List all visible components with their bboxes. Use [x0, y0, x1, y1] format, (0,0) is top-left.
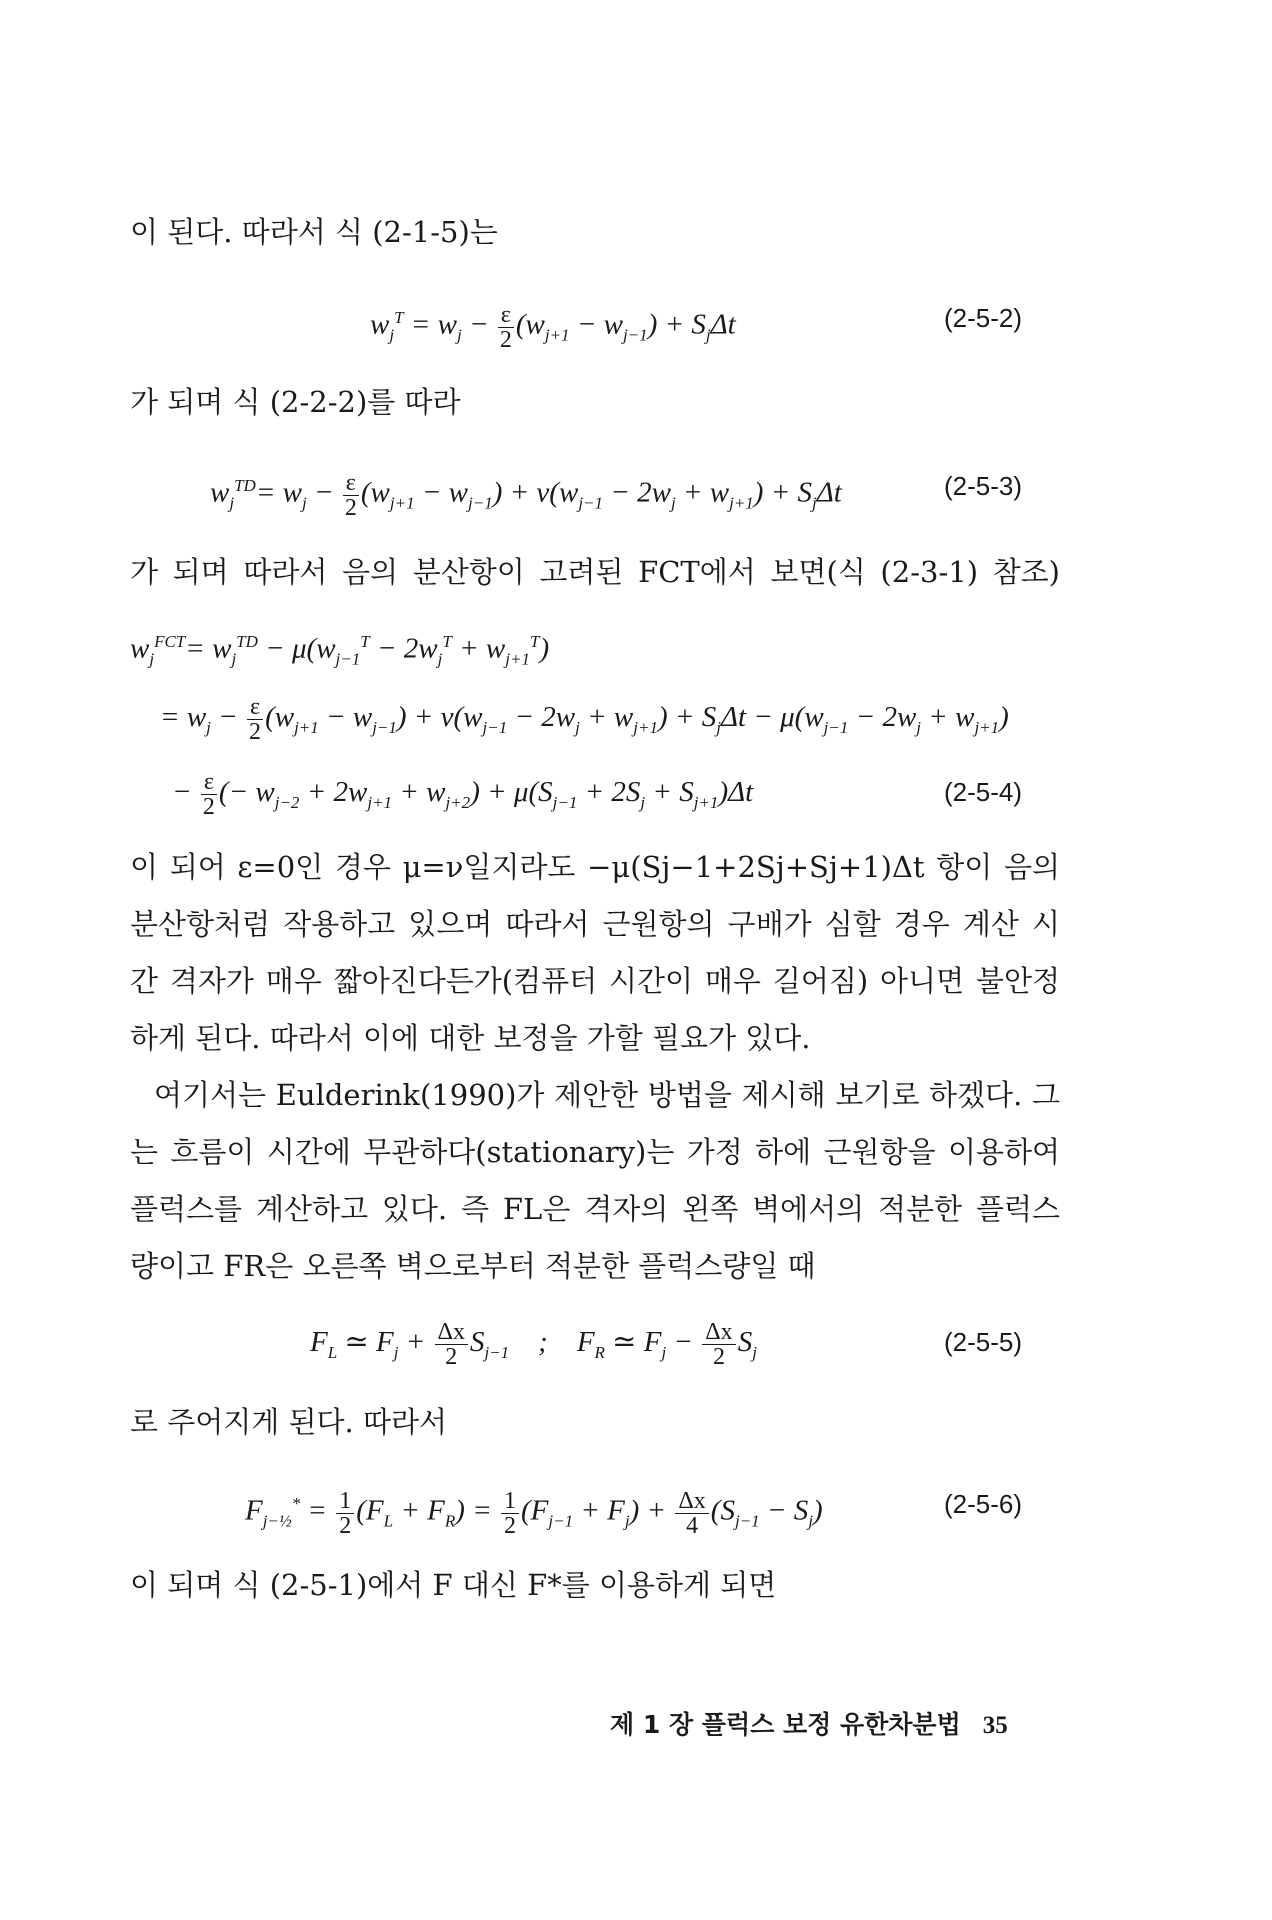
equation-2-5-4-line-3: − $\frac{\varepsilon}{2}$ (− $w_{j-2} + 2w_{j+1} + w_{j+2}) + \mu(S_{j-1} + 2S_j + S_{j+1})\Delta t$	[172, 769, 754, 820]
equation-2-5-4-line-2: = $w_j$ − $\frac{\varepsilon}{2}$ $(w_{j+1} - w_{j-1}) + \nu(w_{j-1} - 2w_j + w_{j+1}) + S_j\Delta t - \mu(w_{j-1} - 2w_j + w_{j+1})$	[160, 694, 1009, 745]
equation-number: (2-5-5)	[943, 1327, 1022, 1357]
equation-2-5-5: $F_L$ ≃ $F_j$ + $\frac{\Delta x}{2}$ $S_{j-1}$ ; $F_R$ ≃ $F_j$ − $\frac{\Delta x}{2}$ $S_j$	[310, 1319, 757, 1370]
equation-2-5-6: $F_{j-\frac{1}{2}}^*$ = $\frac{1}{2}$ $(F_L + F_R)$ = $\frac{1}{2}$ $(F_{j-1} + F_j)$ + $\frac{\Delta x}{4}$ $(S_{j-1} - S_j)$	[245, 1487, 823, 1539]
paragraph-6: 로 주어지게 된다. 따라서	[130, 1405, 448, 1439]
equation-number: (2-5-3)	[943, 471, 1022, 501]
paragraph-4-line-3: 간 격자가 매우 짧아진다든가(컴퓨터 시간이 매우 길어짐) 아니면 불안정	[130, 964, 1060, 998]
paragraph-5-line-4: 량이고 FR은 오른쪽 벽으로부터 적분한 플럭스량일 때	[130, 1249, 816, 1283]
equation-2-5-3: $w_j^{TD}= w_j$ − $\frac{\varepsilon}{2}$ $(w_{j+1} - w_{j-1}) + \nu(w_{j-1} - 2w_j + w_{j+1}) + S_j\Delta t$	[210, 469, 842, 521]
paragraph-3: 가 되며 따라서 음의 분산항이 고려된 FCT에서 보면(식 (2-3-1) 참조)	[130, 555, 1060, 589]
paragraph-4-line-2: 분산항처럼 작용하고 있으며 따라서 근원항의 구배가 심할 경우 계산 시	[130, 907, 1060, 941]
equation-number: (2-5-2)	[943, 303, 1022, 333]
paragraph-4-line-4: 하게 된다. 따라서 이에 대한 보정을 가할 필요가 있다.	[130, 1021, 811, 1055]
paragraph-5-line-2: 는 흐름이 시간에 무관하다(stationary)는 가정 하에 근원항을 이용하여	[130, 1135, 1060, 1169]
equation-number: (2-5-6)	[943, 1489, 1022, 1519]
equation-2-5-4-line-1: $w_j^{FCT}= w_j^{TD} - \mu(w_{j-1}^T - 2w_j^T + w_{j+1}^T)$	[130, 632, 550, 669]
equation-number: (2-5-4)	[943, 777, 1022, 807]
chapter-title: 제 1 장 플럭스 보정 유한차분법	[610, 1710, 961, 1739]
page-number: 35	[982, 1712, 1008, 1739]
paragraph-7: 이 되며 식 (2-5-1)에서 F 대신 F*를 이용하게 되면	[130, 1568, 777, 1602]
paragraph-2: 가 되며 식 (2-2-2)를 따라	[130, 385, 461, 419]
page-footer	[610, 1705, 1008, 1741]
paragraph-4-line-1: 이 되어 ε=0인 경우 μ=ν일지라도 −μ(Sj−1+2Sj+Sj+1)Δt 항이 음의	[130, 850, 1060, 884]
paragraph-5-line-1: 여기서는 Eulderink(1990)가 제안한 방법을 제시해 보기로 하겠다. 그	[154, 1078, 1060, 1112]
paragraph-1: 이 된다. 따라서 식 (2-1-5)는	[130, 215, 498, 249]
equation-2-5-2: $w_j^T = w_j$ − $\frac{\varepsilon}{2}$ $(w_{j+1} - w_{j-1}) + S_j\Delta t$	[370, 301, 736, 353]
paragraph-5-line-3: 플럭스를 계산하고 있다. 즉 FL은 격자의 왼쪽 벽에서의 적분한 플럭스	[130, 1192, 1060, 1226]
